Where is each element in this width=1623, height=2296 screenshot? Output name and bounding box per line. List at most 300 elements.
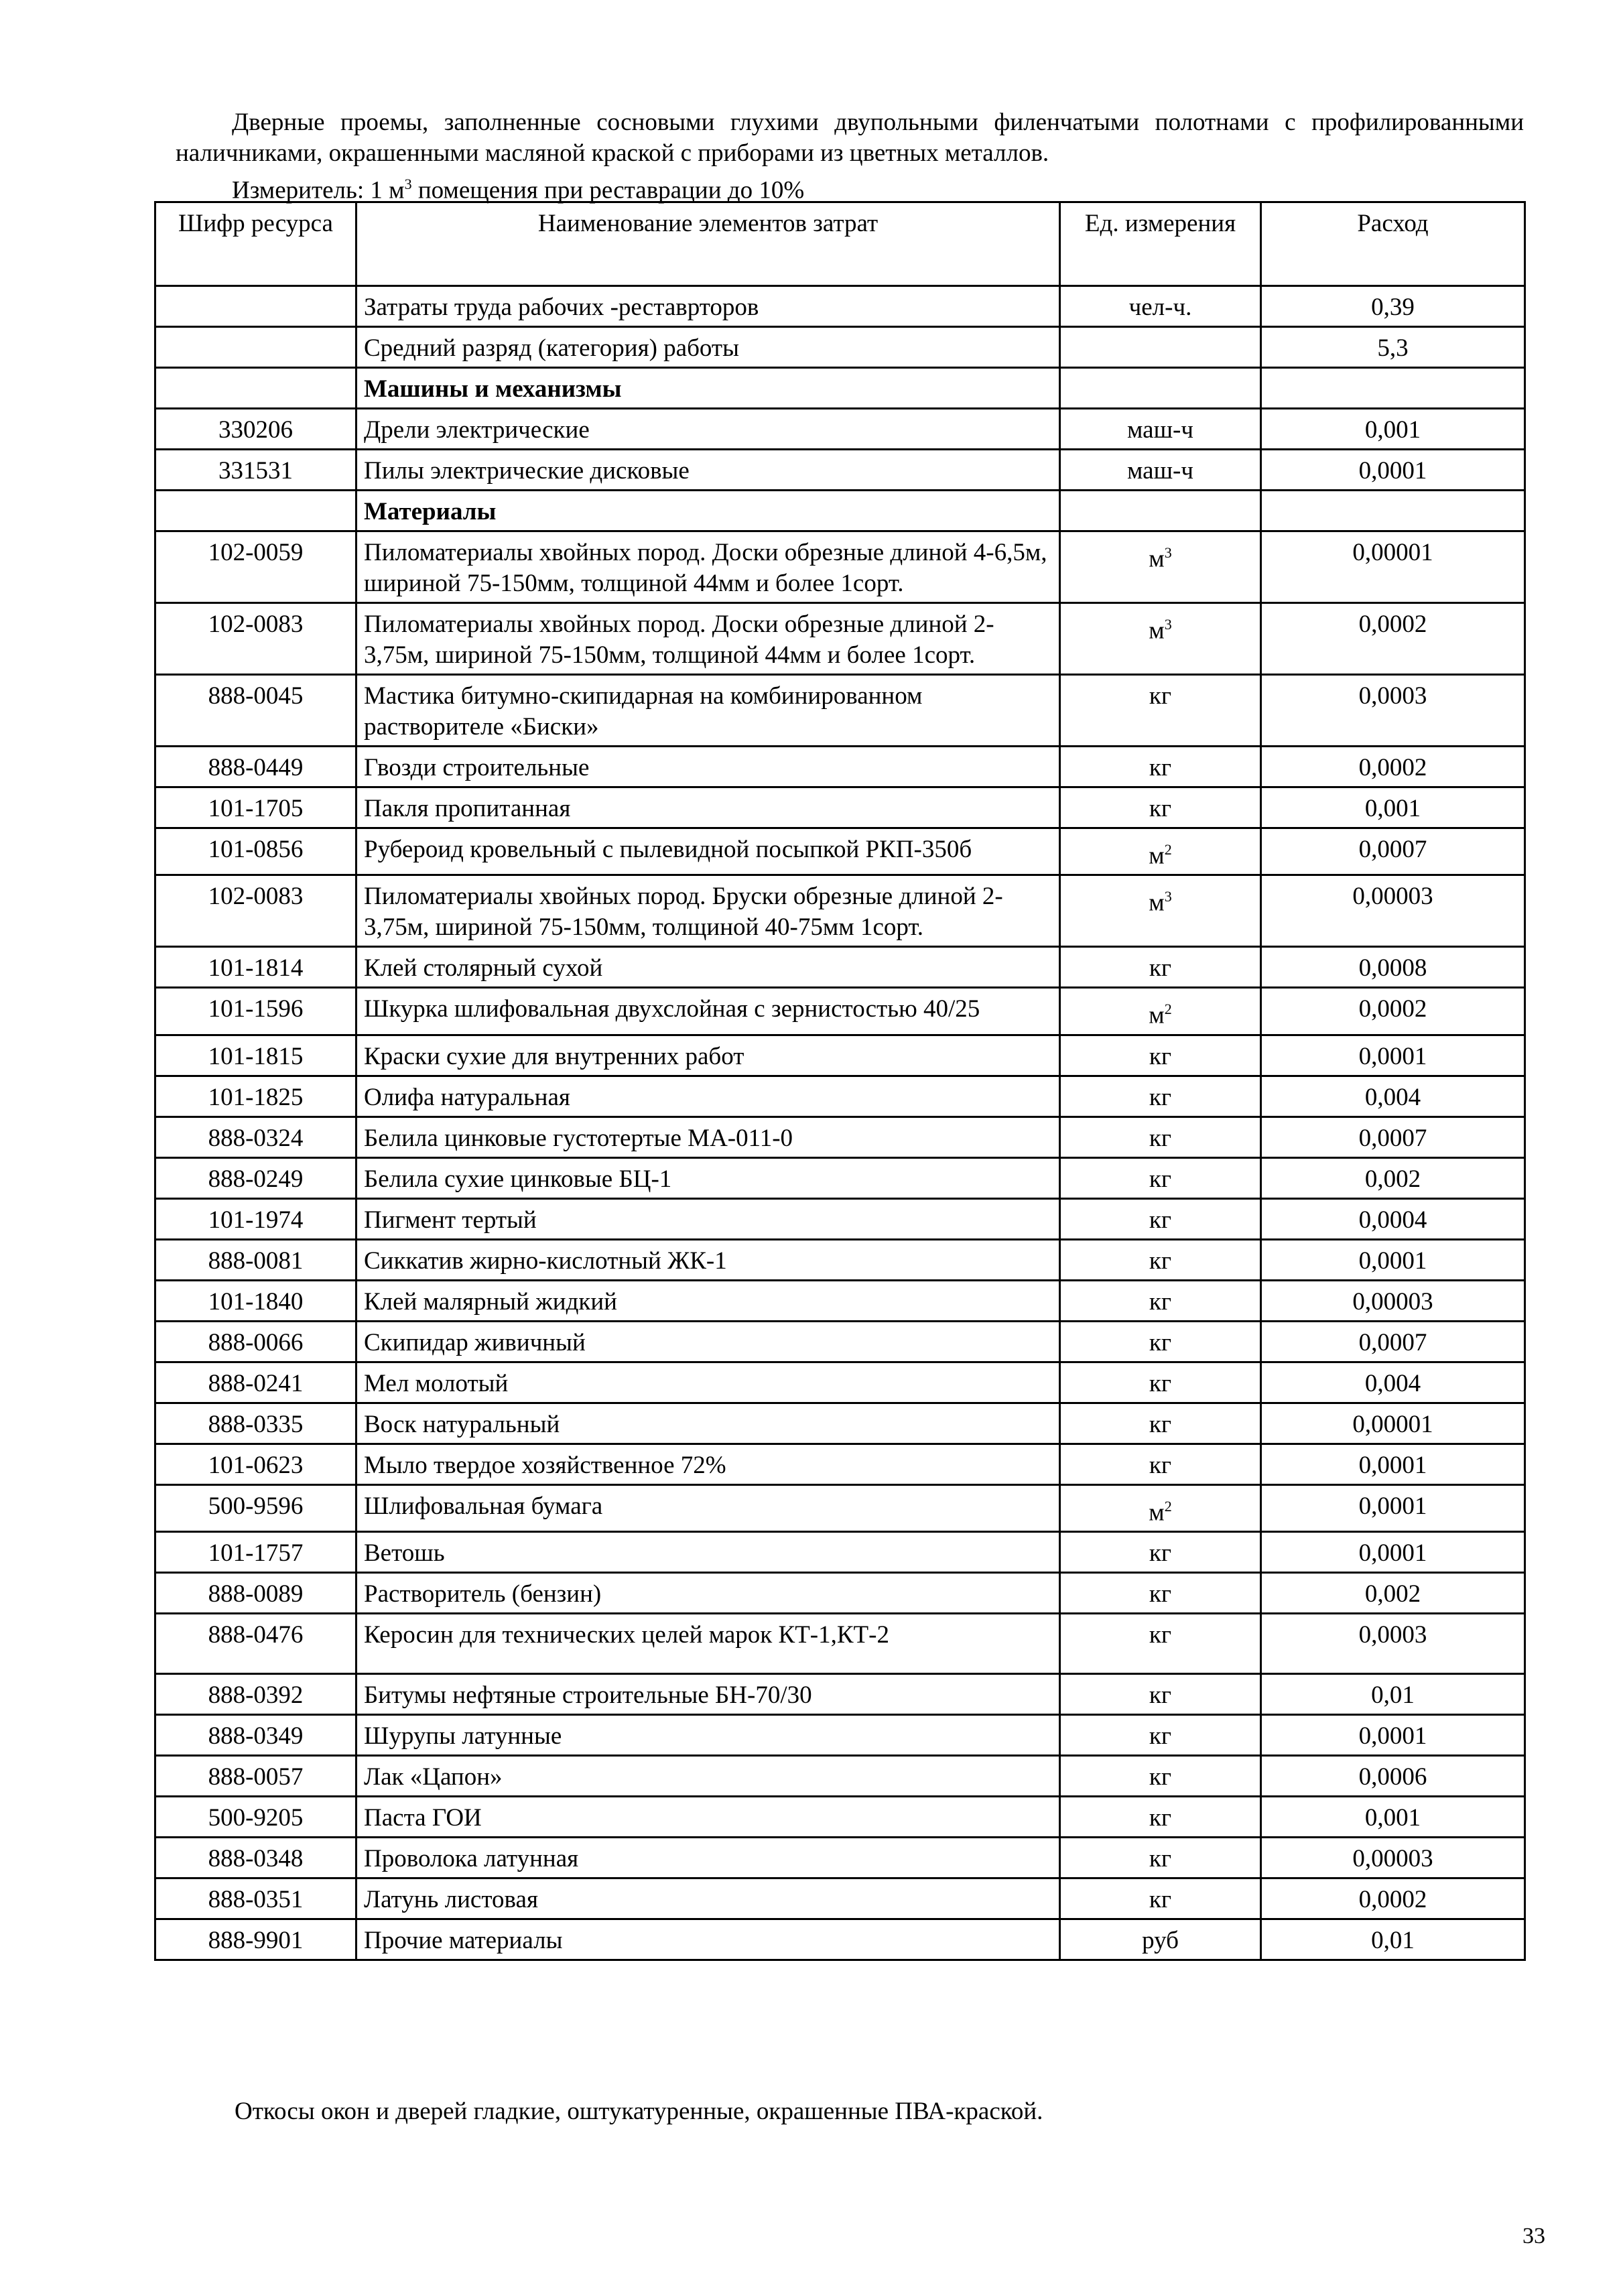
header-name: Наименование элементов затрат	[356, 202, 1060, 286]
cell-qty	[1261, 1878, 1525, 1919]
cell-name-text: Пакля пропитанная	[364, 795, 571, 822]
unit-superscript: 3	[1164, 544, 1172, 561]
cell-name-text: Пиломатериалы хвойных пород. Доски обрезные длиной 2-3,75м, шириной 75-150мм, толщиной 44мм и более 1сорт.	[364, 611, 994, 669]
cell-unit	[1060, 1280, 1261, 1321]
cell-code	[155, 1572, 356, 1613]
cell-unit	[1060, 1403, 1261, 1444]
table-row	[155, 747, 1525, 787]
cell-qty	[1261, 1444, 1525, 1484]
cell-name	[356, 1755, 1060, 1796]
table-row	[155, 1076, 1525, 1117]
cell-code	[155, 1117, 356, 1157]
cell-unit-text: кг	[1149, 1124, 1172, 1152]
cell-qty	[1261, 1755, 1525, 1796]
cell-name-text: Пиломатериалы хвойных пород. Доски обрезные длиной 4-6,5м, шириной 75-150мм, толщиной 44мм и более 1сорт.	[364, 539, 1047, 597]
cell-unit-text: кг	[1149, 1451, 1172, 1479]
table-row	[155, 1878, 1525, 1919]
cell-code-text: 500-9205	[208, 1803, 304, 1832]
cell-code-text: 101-1815	[208, 1042, 304, 1070]
cell-unit	[1060, 531, 1261, 603]
cell-code	[155, 286, 356, 327]
cell-code	[155, 1239, 356, 1280]
cell-unit-text: кг	[1149, 1681, 1172, 1709]
cell-qty	[1261, 1198, 1525, 1239]
cell-name	[356, 1613, 1060, 1673]
table-row	[155, 1157, 1525, 1198]
cell-unit	[1060, 1076, 1261, 1117]
cell-code-text: 102-0083	[208, 883, 304, 911]
cell-code	[155, 1484, 356, 1531]
cell-name-text: Ветошь	[364, 1539, 445, 1567]
cell-qty	[1261, 1673, 1525, 1714]
cell-unit-text: м	[1149, 617, 1165, 645]
cell-code	[155, 988, 356, 1035]
cell-unit	[1060, 1572, 1261, 1613]
cell-qty-text: 0,00001	[1352, 539, 1433, 566]
cell-name-text: Скипидар живичный	[364, 1328, 586, 1356]
cell-unit	[1060, 1321, 1261, 1362]
cell-name	[356, 747, 1060, 787]
cell-qty-text: 0,0001	[1358, 1492, 1427, 1520]
cell-unit-text: кг	[1149, 1247, 1172, 1275]
cell-code-text: 888-0335	[208, 1410, 304, 1438]
cell-name-text: Сиккатив жирно-кислотный ЖК-1	[364, 1247, 727, 1275]
cell-name	[356, 1919, 1060, 1960]
cell-unit	[1060, 1837, 1261, 1878]
cell-code-text: 101-1757	[208, 1539, 304, 1567]
cell-unit-text: кг	[1149, 1328, 1172, 1356]
cell-name	[356, 1403, 1060, 1444]
table-row	[155, 675, 1525, 747]
cell-name	[356, 675, 1060, 747]
cell-unit-text: м	[1149, 842, 1165, 870]
cell-qty	[1261, 1714, 1525, 1755]
cell-name-text: Мыло твердое хозяйственное 72%	[364, 1451, 726, 1479]
table-row	[155, 875, 1525, 947]
cell-qty	[1261, 1572, 1525, 1613]
cell-code-text: 101-1974	[208, 1206, 304, 1234]
cell-qty-text: 0,0003	[1358, 1620, 1427, 1649]
cell-code	[155, 1362, 356, 1403]
cell-unit	[1060, 1531, 1261, 1572]
cell-unit	[1060, 1157, 1261, 1198]
cell-name	[356, 1714, 1060, 1755]
cell-code-text: 888-0351	[208, 1885, 304, 1913]
cell-name-text: Краски сухие для внутренних работ	[364, 1042, 744, 1070]
cell-code-text: 888-0249	[208, 1165, 304, 1193]
cell-qty	[1261, 1796, 1525, 1837]
table-row	[155, 828, 1525, 875]
page-number: 33	[1522, 2224, 1545, 2248]
cell-name	[356, 603, 1060, 675]
measure-suffix: помещения при реставрации до 10%	[411, 176, 805, 204]
cell-unit-text: кг	[1149, 682, 1172, 710]
cell-qty-text: 0,002	[1364, 1165, 1421, 1193]
cell-unit-text: кг	[1149, 1620, 1172, 1649]
intro-block	[176, 107, 1524, 206]
cell-name-text: Битумы нефтяные строительные БН-70/30	[364, 1681, 812, 1709]
cell-code	[155, 1878, 356, 1919]
cell-qty-text: 0,0002	[1358, 995, 1427, 1023]
unit-superscript: 2	[1164, 1001, 1172, 1018]
cell-name	[356, 286, 1060, 327]
table-body	[155, 286, 1525, 1960]
cell-code-text: 888-0081	[208, 1247, 304, 1275]
table-row	[155, 1444, 1525, 1484]
cell-code	[155, 1837, 356, 1878]
cell-qty	[1261, 1076, 1525, 1117]
table-row	[155, 988, 1525, 1035]
cell-code	[155, 1321, 356, 1362]
cell-unit	[1060, 368, 1261, 409]
cell-qty-text: 0,0001	[1358, 1539, 1427, 1567]
cell-unit-text: кг	[1149, 1844, 1172, 1872]
cell-qty-text: 0,01	[1371, 1681, 1415, 1709]
cell-qty	[1261, 988, 1525, 1035]
cell-name-text: Воск натуральный	[364, 1410, 560, 1438]
table-row	[155, 1484, 1525, 1531]
cell-qty	[1261, 1919, 1525, 1960]
cell-name-text: Мастика битумно-скипидарная на комбинированном растворителе «Биски»	[364, 682, 923, 741]
cell-code	[155, 450, 356, 491]
cell-qty-text: 0,0002	[1358, 1885, 1427, 1913]
cell-unit-text: м	[1149, 545, 1165, 573]
cell-code-text: 330206	[218, 416, 293, 444]
cell-unit-text: кг	[1149, 795, 1172, 822]
cell-unit	[1060, 1239, 1261, 1280]
cell-qty-text: 0,00003	[1352, 1844, 1433, 1872]
table-row	[155, 1613, 1525, 1673]
cell-code	[155, 1198, 356, 1239]
cell-name-text: Машины и механизмы	[364, 375, 622, 403]
cell-name	[356, 1837, 1060, 1878]
table-row	[155, 1755, 1525, 1796]
table-row	[155, 1362, 1525, 1403]
cell-code	[155, 875, 356, 947]
cell-qty	[1261, 1280, 1525, 1321]
footer-note: Откосы окон и дверей гладкие, оштукатуренные, окрашенные ПВА-краской.	[235, 2098, 1043, 2125]
table-section-row	[155, 491, 1525, 531]
cell-unit	[1060, 947, 1261, 988]
cell-unit	[1060, 1673, 1261, 1714]
cell-qty-text: 0,00003	[1352, 1287, 1433, 1316]
cell-qty-text: 0,001	[1364, 795, 1421, 822]
cell-unit-text: кг	[1149, 1410, 1172, 1438]
cell-qty	[1261, 875, 1525, 947]
cell-name-text: Рубероид кровельный с пылевидной посыпкой РКП-350б	[364, 836, 972, 863]
cell-code-text: 102-0059	[208, 539, 304, 566]
table-row	[155, 1403, 1525, 1444]
table-row	[155, 1796, 1525, 1837]
cell-unit-text: кг	[1149, 1369, 1172, 1397]
cell-unit	[1060, 603, 1261, 675]
cell-name	[356, 1572, 1060, 1613]
cell-qty	[1261, 747, 1525, 787]
cell-code-text: 101-0856	[208, 836, 304, 863]
cell-unit-text: кг	[1149, 1165, 1172, 1193]
cell-name-text: Растворитель (бензин)	[364, 1580, 602, 1608]
table-row	[155, 450, 1525, 491]
unit-superscript: 2	[1164, 841, 1172, 858]
cell-name	[356, 368, 1060, 409]
cell-name	[356, 491, 1060, 531]
cell-code-text: 500-9596	[208, 1492, 304, 1520]
cell-qty	[1261, 1531, 1525, 1572]
cell-name	[356, 1280, 1060, 1321]
cell-qty-text: 0,0001	[1358, 1042, 1427, 1070]
cell-qty-text: 0,0002	[1358, 611, 1427, 638]
cell-name	[356, 947, 1060, 988]
cell-code-text: 101-1825	[208, 1083, 304, 1111]
table-row	[155, 327, 1525, 368]
cell-code-text: 888-0057	[208, 1763, 304, 1791]
table-row	[155, 1198, 1525, 1239]
cell-unit	[1060, 875, 1261, 947]
cell-name	[356, 1321, 1060, 1362]
cell-unit-text: руб	[1142, 1926, 1179, 1954]
cell-qty	[1261, 828, 1525, 875]
cell-qty	[1261, 603, 1525, 675]
cell-qty-text: 0,0004	[1358, 1206, 1427, 1234]
cell-code-text: 888-0045	[208, 682, 304, 710]
cell-code	[155, 1755, 356, 1796]
cell-unit	[1060, 327, 1261, 368]
cell-code-text: 888-0392	[208, 1681, 304, 1709]
cell-name	[356, 1484, 1060, 1531]
measure-prefix: Измеритель: 1 м	[232, 176, 405, 204]
unit-superscript: 3	[1164, 616, 1172, 633]
cell-unit	[1060, 747, 1261, 787]
cell-unit	[1060, 1198, 1261, 1239]
cell-name-text: Латунь листовая	[364, 1885, 538, 1913]
cell-unit	[1060, 988, 1261, 1035]
cell-qty-text: 0,0007	[1358, 1328, 1427, 1356]
cell-qty-text: 0,0007	[1358, 836, 1427, 863]
cell-code-text: 331531	[218, 457, 293, 485]
cell-name-text: Керосин для технических целей марок КТ-1,КТ-2	[364, 1620, 889, 1649]
cell-name	[356, 787, 1060, 828]
cell-code-text: 101-1596	[208, 995, 304, 1023]
cell-name-text: Гвозди строительные	[364, 754, 590, 781]
cell-unit-text: кг	[1149, 754, 1172, 781]
cell-qty-text: 5,3	[1377, 334, 1409, 362]
cell-name	[356, 531, 1060, 603]
cell-name	[356, 1531, 1060, 1572]
cell-code	[155, 1403, 356, 1444]
cell-name	[356, 1117, 1060, 1157]
header-code: Шифр ресурса	[155, 202, 356, 286]
cell-qty	[1261, 787, 1525, 828]
cell-name-text: Шкурка шлифовальная двухслойная с зернистостью 40/25	[364, 995, 980, 1023]
cell-qty-text: 0,0008	[1358, 954, 1427, 982]
cell-unit	[1060, 491, 1261, 531]
cell-qty-text: 0,001	[1364, 416, 1421, 444]
cell-code	[155, 491, 356, 531]
table-row	[155, 787, 1525, 828]
cell-name	[356, 1157, 1060, 1198]
cell-unit-text: кг	[1149, 1206, 1172, 1234]
cell-name-text: Пилы электрические дисковые	[364, 457, 690, 485]
table-header-row	[155, 202, 1525, 286]
cell-unit-text: кг	[1149, 1885, 1172, 1913]
cell-qty	[1261, 368, 1525, 409]
cell-name	[356, 409, 1060, 450]
table-section-row	[155, 368, 1525, 409]
table-row	[155, 1035, 1525, 1076]
cell-unit-text: кг	[1149, 954, 1172, 982]
cell-code	[155, 1280, 356, 1321]
cell-qty-text: 0,0001	[1358, 1451, 1427, 1479]
cell-name-text: Лак «Цапон»	[364, 1763, 503, 1791]
cell-unit-text: кг	[1149, 1539, 1172, 1567]
cell-unit	[1060, 450, 1261, 491]
cell-code-text: 888-0241	[208, 1369, 304, 1397]
cell-name-text: Шурупы латунные	[364, 1722, 562, 1750]
unit-superscript: 2	[1164, 1497, 1172, 1515]
cell-unit-text: кг	[1149, 1083, 1172, 1111]
measure-superscript: 3	[404, 176, 412, 192]
cell-code	[155, 1444, 356, 1484]
cell-unit	[1060, 1362, 1261, 1403]
cell-unit-text: кг	[1149, 1042, 1172, 1070]
cell-qty	[1261, 327, 1525, 368]
cell-code	[155, 327, 356, 368]
cell-qty	[1261, 1837, 1525, 1878]
cell-name-text: Проволока латунная	[364, 1844, 579, 1872]
cell-code	[155, 828, 356, 875]
cell-qty-text: 0,001	[1364, 1803, 1421, 1832]
cell-qty-text: 0,0001	[1358, 457, 1427, 485]
cell-name	[356, 1444, 1060, 1484]
cell-qty	[1261, 409, 1525, 450]
table-row	[155, 1239, 1525, 1280]
table-row	[155, 286, 1525, 327]
cell-qty-text: 0,0007	[1358, 1124, 1427, 1152]
cell-name	[356, 1076, 1060, 1117]
cell-code-text: 888-0089	[208, 1580, 304, 1608]
table-row	[155, 1531, 1525, 1572]
cell-qty-text: 0,00003	[1352, 883, 1433, 911]
cell-name-text: Затраты труда рабочих -реставрторов	[364, 294, 759, 321]
cell-name	[356, 1878, 1060, 1919]
cell-qty	[1261, 1613, 1525, 1673]
cell-unit-text: маш-ч	[1126, 416, 1193, 444]
cell-unit	[1060, 1035, 1261, 1076]
cell-qty-text: 0,004	[1364, 1083, 1421, 1111]
cell-code	[155, 947, 356, 988]
cell-name-text: Паста ГОИ	[364, 1803, 482, 1832]
cell-code	[155, 1035, 356, 1076]
cell-name-text: Средний разряд (категория) работы	[364, 334, 739, 362]
cell-code-text: 888-0348	[208, 1844, 304, 1872]
cell-unit-text: кг	[1149, 1803, 1172, 1832]
cell-name-text: Прочие материалы	[364, 1926, 563, 1954]
cell-code-text: 101-1814	[208, 954, 304, 982]
cell-qty-text: 0,00001	[1352, 1410, 1433, 1438]
cell-code	[155, 1714, 356, 1755]
cell-qty-text: 0,0006	[1358, 1763, 1427, 1791]
cell-qty	[1261, 1035, 1525, 1076]
cell-unit	[1060, 1919, 1261, 1960]
cell-code	[155, 1673, 356, 1714]
cell-name	[356, 875, 1060, 947]
cell-code	[155, 747, 356, 787]
cell-unit	[1060, 787, 1261, 828]
cell-code-text: 102-0083	[208, 611, 304, 638]
header-qty: Расход	[1261, 202, 1525, 286]
cell-qty-text: 0,39	[1371, 294, 1415, 321]
cell-unit	[1060, 409, 1261, 450]
table-row	[155, 603, 1525, 675]
cell-qty	[1261, 1484, 1525, 1531]
cell-qty	[1261, 1403, 1525, 1444]
cell-qty-text: 0,004	[1364, 1369, 1421, 1397]
cell-code	[155, 1157, 356, 1198]
table-row	[155, 409, 1525, 450]
cell-unit	[1060, 1484, 1261, 1531]
table-row	[155, 1673, 1525, 1714]
cell-name	[356, 1673, 1060, 1714]
table-row	[155, 1321, 1525, 1362]
cell-unit	[1060, 675, 1261, 747]
cell-code	[155, 787, 356, 828]
cell-qty-text: 0,0003	[1358, 682, 1427, 710]
cell-name-text: Белила цинковые густотертые МА-011-0	[364, 1124, 793, 1152]
resources-table	[154, 201, 1526, 1961]
cell-unit-text: кг	[1149, 1580, 1172, 1608]
table-row	[155, 1280, 1525, 1321]
table-row	[155, 1117, 1525, 1157]
cell-qty-text: 0,01	[1371, 1926, 1415, 1954]
cell-code	[155, 409, 356, 450]
cell-qty-text: 0,0001	[1358, 1722, 1427, 1750]
cell-unit-text: кг	[1149, 1763, 1172, 1791]
cell-code	[155, 1076, 356, 1117]
cell-name	[356, 1198, 1060, 1239]
cell-qty-text: 0,0001	[1358, 1247, 1427, 1275]
cell-code	[155, 603, 356, 675]
cell-code	[155, 675, 356, 747]
cell-unit-text: м	[1149, 1001, 1165, 1029]
cell-code-text: 888-0449	[208, 754, 304, 781]
cell-qty	[1261, 1362, 1525, 1403]
table-row	[155, 1572, 1525, 1613]
cell-name	[356, 1362, 1060, 1403]
cell-qty	[1261, 1239, 1525, 1280]
cell-name	[356, 327, 1060, 368]
cell-unit-text: кг	[1149, 1722, 1172, 1750]
cell-qty	[1261, 1321, 1525, 1362]
cell-name	[356, 1035, 1060, 1076]
cell-unit-text: кг	[1149, 1287, 1172, 1316]
cell-unit-text: чел-ч.	[1128, 294, 1192, 321]
cell-unit	[1060, 1117, 1261, 1157]
cell-name-text: Шлифовальная бумага	[364, 1492, 603, 1520]
cell-name-text: Олифа натуральная	[364, 1083, 570, 1111]
cell-code	[155, 1531, 356, 1572]
cell-qty-text: 0,002	[1364, 1580, 1421, 1608]
cell-code-text: 101-1840	[208, 1287, 304, 1316]
cell-qty	[1261, 450, 1525, 491]
header-unit: Ед. измерения	[1060, 202, 1261, 286]
cell-qty	[1261, 1117, 1525, 1157]
cell-name-text: Клей столярный сухой	[364, 954, 603, 982]
cell-code-text: 888-9901	[208, 1926, 304, 1954]
table-row	[155, 947, 1525, 988]
cell-code-text: 101-0623	[208, 1451, 304, 1479]
cell-name	[356, 1796, 1060, 1837]
table-row	[155, 531, 1525, 603]
